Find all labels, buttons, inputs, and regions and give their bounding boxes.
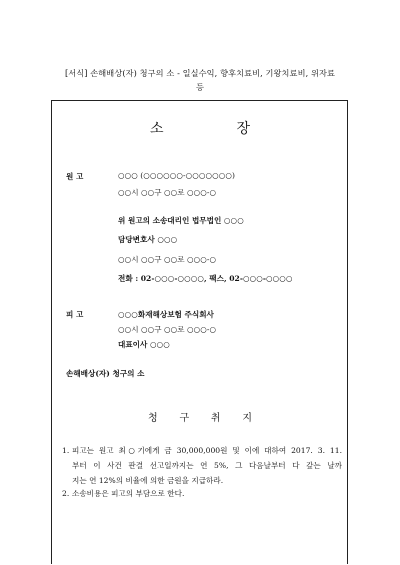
plaintiff-label: 원 고 xyxy=(66,172,84,181)
plaintiff-contact: 전화 : 02-○○○-○○○○, 팩스, 02-○○○-○○○○ xyxy=(118,274,293,283)
document-title-char-1: 소 xyxy=(150,121,164,137)
defendant-label: 피 고 xyxy=(66,310,84,319)
claims-title-char-3: 취 xyxy=(210,413,221,424)
plaintiff-lawyer: 담당변호사 ○○○ xyxy=(118,235,178,244)
case-title: 손해배상(자) 청구의 소 xyxy=(66,369,145,378)
claims-title-char-4: 지 xyxy=(242,413,252,424)
document-title xyxy=(150,118,250,138)
claims-section-title xyxy=(148,409,252,424)
defendant-ceo: 대표이사 ○○○ xyxy=(118,340,170,349)
plaintiff-representative: 위 원고의 소송대리인 법무법인 ○○○ xyxy=(118,216,244,225)
form-header-line-2: 등 xyxy=(195,82,204,92)
claims-title-char-2: 구 xyxy=(179,413,190,424)
claim-number: 1. xyxy=(62,446,70,455)
plaintiff-rep-address: ○○시 ○○구 ○○로 ○○○-○ xyxy=(118,255,217,264)
form-header-line-1: [서식] 손해배상(자) 청구의 소 - 일실수익, 향후치료비, 기왕치료비, 위자료 xyxy=(64,68,336,78)
defendant-address: ○○시 ○○구 ○○로 ○○○-○ xyxy=(118,325,217,334)
plaintiff-address: ○○시 ○○구 ○○로 ○○○-○ xyxy=(118,188,217,197)
claim-line: 부터 이 사건 판결 선고일까지는 연 5%, 그 다음날부터 다 갚는 날까 xyxy=(72,461,342,470)
claim-item-1 xyxy=(62,443,342,488)
claim-line: 소송비용은 피고의 부담으로 한다. xyxy=(72,489,185,498)
document-title-char-2: 장 xyxy=(236,121,250,137)
claim-line: 지는 연 12%의 비율에 의한 금원을 지급하라. xyxy=(72,476,224,485)
claim-item-2 xyxy=(62,486,342,501)
plaintiff-name: ○○○ (○○○○○○-○○○○○○○) xyxy=(118,171,235,180)
defendant-name: ○○○화재해상보험 주식회사 xyxy=(118,310,214,319)
claim-number: 2. xyxy=(62,489,70,498)
form-header xyxy=(28,66,372,94)
claim-line: 피고는 원고 최○기에게 금 30,000,000원 및 이에 대하여 2017. 3. 11. xyxy=(72,446,342,455)
claims-title-char-1: 청 xyxy=(148,413,158,424)
